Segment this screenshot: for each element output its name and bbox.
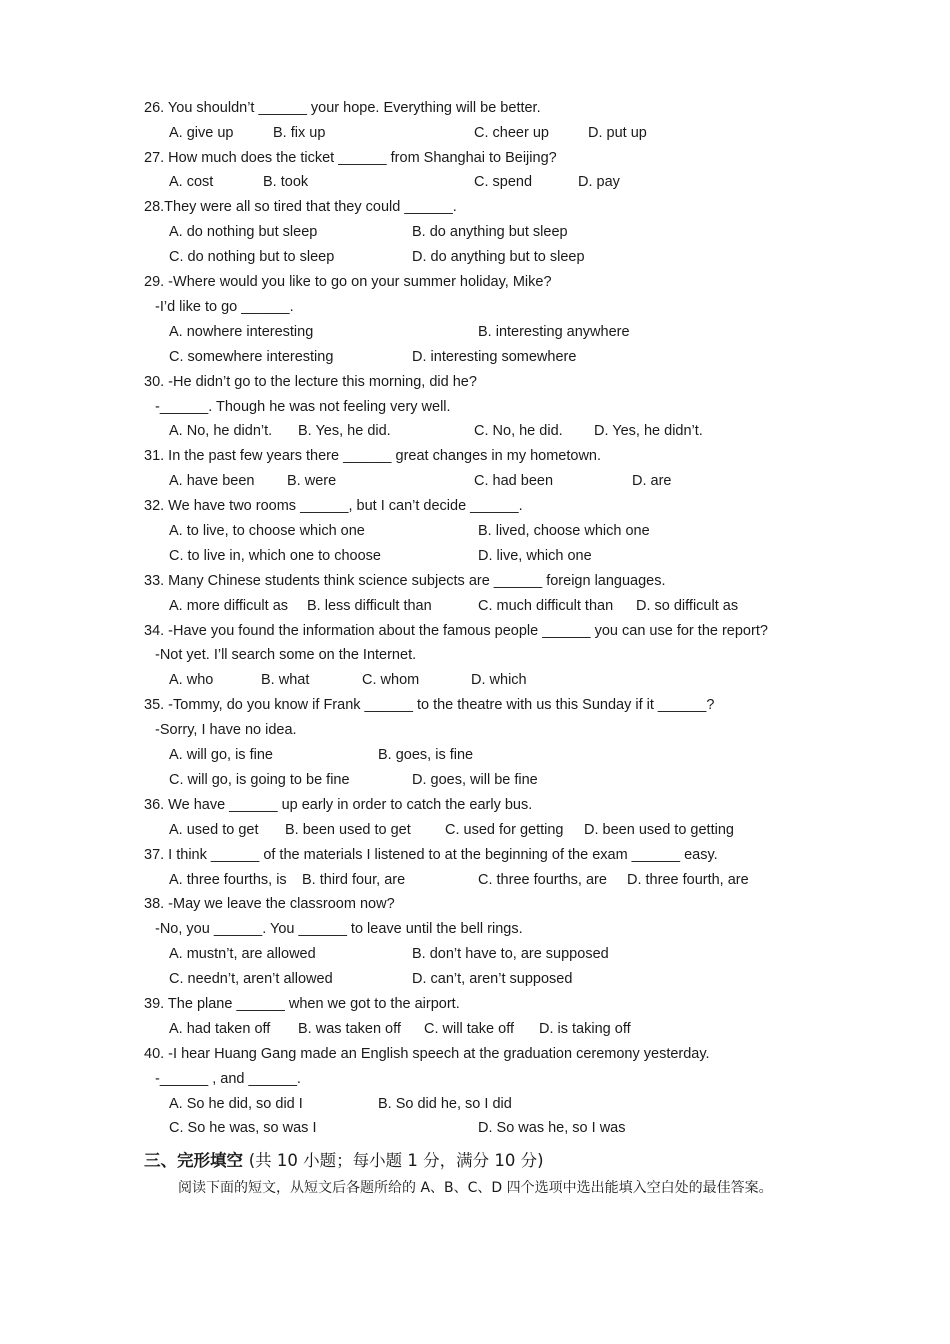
q34-option-b: B. what xyxy=(261,672,310,688)
q29-reply: -I’d like to go ______. xyxy=(155,299,294,315)
q40-stem: 40. -I hear Huang Gang made an English speech at the graduation ceremony yesterday. xyxy=(144,1046,710,1062)
q40-option-b: B. So did he, so I did xyxy=(378,1096,512,1112)
q37-option-c: C. three fourths, are xyxy=(478,872,607,888)
q28-option-b: B. do anything but sleep xyxy=(412,224,568,240)
q30-reply: -______. Though he was not feeling very well. xyxy=(155,399,451,415)
q35-option-b: B. goes, is fine xyxy=(378,747,474,763)
q30-option-d: D. Yes, he didn’t. xyxy=(594,423,703,439)
section-3-title: 三、完形填空 xyxy=(144,1151,243,1170)
q35-option-d: D. goes, will be fine xyxy=(412,772,538,788)
q32-option-d: D. live, which one xyxy=(478,548,592,564)
section-3-heading xyxy=(144,1151,544,1171)
q31-option-a: A. have been xyxy=(169,473,255,489)
q27-option-d: D. pay xyxy=(578,174,620,190)
q28-stem: 28.They were all so tired that they could ______. xyxy=(144,199,457,215)
q39-stem: 39. The plane ______ when we got to the airport. xyxy=(144,996,460,1012)
q37-option-d: D. three fourth, are xyxy=(627,872,749,888)
q28-option-c: C. do nothing but to sleep xyxy=(169,249,335,265)
q36-option-d: D. been used to getting xyxy=(584,822,734,838)
q35-option-a: A. will go, is fine xyxy=(169,747,273,763)
q29-option-b: B. interesting anywhere xyxy=(478,324,630,340)
q29-option-d: D. interesting somewhere xyxy=(412,349,577,365)
q31-option-d: D. are xyxy=(632,473,672,489)
q36-option-b: B. been used to get xyxy=(285,822,411,838)
q34-reply: -Not yet. I’ll search some on the Internet. xyxy=(155,647,417,663)
q33-option-c: C. much difficult than xyxy=(478,598,614,614)
q27-option-c: C. spend xyxy=(474,174,533,190)
q30-option-a: A. No, he didn’t. xyxy=(169,423,273,439)
q34-option-c: C. whom xyxy=(362,672,420,688)
q35-option-c: C. will go, is going to be fine xyxy=(169,772,350,788)
section-3-scoring-note: (共 10 小题；每小题 1 分，满分 10 分) xyxy=(248,1151,544,1170)
q33-option-a: A. more difficult as xyxy=(169,598,289,614)
q36-option-a: A. used to get xyxy=(169,822,259,838)
q27-option-a: A. cost xyxy=(169,174,214,190)
q28-option-d: D. do anything but to sleep xyxy=(412,249,585,265)
q38-option-c: C. needn’t, aren’t allowed xyxy=(169,971,333,987)
q26-option-a: A. give up xyxy=(169,125,234,141)
q26-stem: 26. You shouldn’t ______ your hope. Everything will be better. xyxy=(144,100,541,116)
q39-option-d: D. is taking off xyxy=(539,1021,631,1037)
q36-stem: 36. We have ______ up early in order to catch the early bus. xyxy=(144,797,533,813)
q32-option-c: C. to live in, which one to choose xyxy=(169,548,381,564)
section-3-instruction: 阅读下面的短文，从短文后各题所给的 A、B、C、D 四个选项中选出能填入空白处的最佳答案。 xyxy=(178,1180,773,1196)
q32-stem: 32. We have two rooms ______, but I can’t decide ______. xyxy=(144,498,523,514)
q38-option-b: B. don’t have to, are supposed xyxy=(412,946,609,962)
q31-stem: 31. In the past few years there ______ great changes in my hometown. xyxy=(144,448,602,464)
q30-option-c: C. No, he did. xyxy=(474,423,563,439)
q36-option-c: C. used for getting xyxy=(445,822,564,838)
q26-option-c: C. cheer up xyxy=(474,125,549,141)
q29-option-c: C. somewhere interesting xyxy=(169,349,334,365)
q37-stem: 37. I think ______ of the materials I listened to at the beginning of the exam ______ easy. xyxy=(144,847,718,863)
q38-option-a: A. mustn’t, are allowed xyxy=(169,946,316,962)
q31-option-b: B. were xyxy=(287,473,337,489)
q37-option-a: A. three fourths, is xyxy=(169,872,287,888)
q34-option-a: A. who xyxy=(169,672,214,688)
q30-option-b: B. Yes, he did. xyxy=(298,423,391,439)
q39-option-b: B. was taken off xyxy=(298,1021,401,1037)
q39-option-a: A. had taken off xyxy=(169,1021,271,1037)
q29-stem: 29. -Where would you like to go on your summer holiday, Mike? xyxy=(144,274,552,290)
q35-reply: -Sorry, I have no idea. xyxy=(155,722,297,738)
q27-option-b: B. took xyxy=(263,174,309,190)
q39-option-c: C. will take off xyxy=(424,1021,514,1037)
q26-option-b: B. fix up xyxy=(273,125,326,141)
q32-option-b: B. lived, choose which one xyxy=(478,523,650,539)
q31-option-c: C. had been xyxy=(474,473,554,489)
q27-stem: 27. How much does the ticket ______ from Shanghai to Beijing? xyxy=(144,150,557,166)
q38-reply: -No, you ______. You ______ to leave until the bell rings. xyxy=(155,921,523,937)
q30-stem: 30. -He didn’t go to the lecture this morning, did he? xyxy=(144,374,477,390)
q33-option-b: B. less difficult than xyxy=(307,598,432,614)
q40-option-a: A. So he did, so did I xyxy=(169,1096,303,1112)
q38-stem: 38. -May we leave the classroom now? xyxy=(144,896,395,912)
q40-option-d: D. So was he, so I was xyxy=(478,1120,626,1136)
q34-stem: 34. -Have you found the information about the famous people ______ you can use for the report? xyxy=(144,623,768,639)
q37-option-b: B. third four, are xyxy=(302,872,406,888)
q34-option-d: D. which xyxy=(471,672,527,688)
q33-option-d: D. so difficult as xyxy=(636,598,739,614)
q29-option-a: A. nowhere interesting xyxy=(169,324,314,340)
q40-option-c: C. So he was, so was I xyxy=(169,1120,317,1136)
q35-stem: 35. -Tommy, do you know if Frank ______ to the theatre with us this Sunday if it ______? xyxy=(144,697,715,713)
q33-stem: 33. Many Chinese students think science subjects are ______ foreign languages. xyxy=(144,573,666,589)
q32-option-a: A. to live, to choose which one xyxy=(169,523,365,539)
q28-option-a: A. do nothing but sleep xyxy=(169,224,318,240)
q38-option-d: D. can’t, aren’t supposed xyxy=(412,971,573,987)
q40-reply: -______ , and ______. xyxy=(155,1071,301,1087)
q26-option-d: D. put up xyxy=(588,125,647,141)
